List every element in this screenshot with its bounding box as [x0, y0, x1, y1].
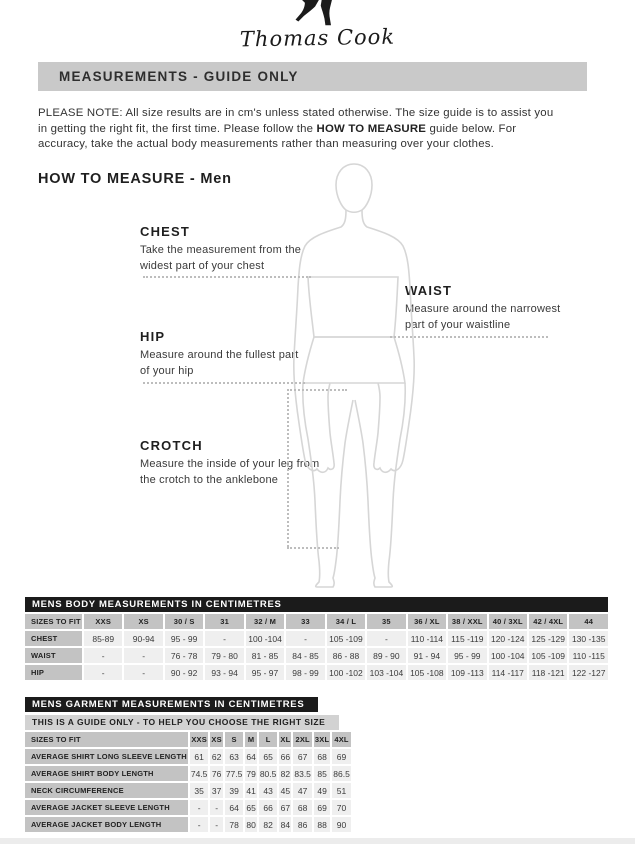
measure-crotch-title: CROTCH	[140, 438, 203, 453]
cell-value: 114 -117	[489, 665, 527, 680]
cell-value: 85-89	[84, 631, 122, 646]
cell-value: -	[210, 800, 222, 815]
cell-value: 61	[190, 749, 209, 764]
cell-value: 84 - 85	[286, 648, 324, 663]
cell-value: -	[190, 817, 209, 832]
cell-value: 95 - 99	[448, 648, 486, 663]
cell-value: 130 -135	[569, 631, 608, 646]
row-label: WAIST	[25, 648, 82, 663]
cell-value: 86 - 88	[327, 648, 365, 663]
cell-value: 86.5	[332, 766, 351, 781]
cell-value: 100 -104	[489, 648, 527, 663]
cell-value: 122 -127	[569, 665, 608, 680]
cell-value: 43	[259, 783, 278, 798]
size-column-header: XS	[124, 614, 162, 629]
cell-value: -	[190, 800, 209, 815]
cell-value: 77.5	[225, 766, 244, 781]
cell-value: 115 -119	[448, 631, 486, 646]
row-label: CHEST	[25, 631, 82, 646]
cell-value: 67	[279, 800, 291, 815]
size-column-header: XXS	[84, 614, 122, 629]
cell-value: 91 - 94	[408, 648, 446, 663]
note-paragraph	[38, 106, 565, 153]
cell-value: 85	[314, 766, 330, 781]
cell-value: 86	[293, 817, 312, 832]
brand-horse-legs-icon	[295, 0, 339, 28]
cell-value: 65	[245, 800, 256, 815]
hip-guide-line	[143, 382, 305, 384]
cell-value: 79 - 80	[205, 648, 243, 663]
measure-chest-desc: Take the measurement from the widest part of your chest	[140, 244, 302, 272]
cell-value: 89 - 90	[367, 648, 405, 663]
brand-logo-script: Thomas Cook	[239, 24, 396, 52]
cell-value: 90-94	[124, 631, 162, 646]
size-column-header: 42 / 4XL	[529, 614, 567, 629]
cell-value: 90	[332, 817, 351, 832]
cell-value: 69	[314, 800, 330, 815]
note-text-before: All size results are in cm's unless stated otherwise. The size guide is to assist you in getting the right fit, the first time. Please follow the	[38, 107, 554, 135]
note-label: PLEASE NOTE:	[38, 107, 123, 119]
size-column-header: 38 / XXL	[448, 614, 486, 629]
table-row	[25, 665, 608, 680]
size-column-header: 4XL	[332, 732, 351, 747]
size-column-header: 44	[569, 614, 608, 629]
body-measurements-table	[25, 597, 608, 682]
cell-value: 39	[225, 783, 244, 798]
cell-value: -	[124, 665, 162, 680]
cell-value: -	[210, 817, 222, 832]
cell-value: -	[124, 648, 162, 663]
cell-value: 125 -129	[529, 631, 567, 646]
cell-value: 110 -115	[569, 648, 608, 663]
row-label: HIP	[25, 665, 82, 680]
cell-value: 105 -109	[529, 648, 567, 663]
measure-waist-title: WAIST	[405, 283, 453, 298]
cell-value: 62	[210, 749, 222, 764]
crotch-guide-side-line	[287, 389, 289, 547]
page-bottom-strip	[0, 838, 635, 844]
size-column-header: 32 / M	[246, 614, 284, 629]
cell-value: 81 - 85	[246, 648, 284, 663]
table-row	[25, 766, 351, 781]
cell-value: 37	[210, 783, 222, 798]
sizes-to-fit-header: SIZES TO FIT	[25, 614, 82, 629]
cell-value: 103 -104	[367, 665, 405, 680]
male-body-diagram	[293, 163, 418, 588]
cell-value: 110 -114	[408, 631, 446, 646]
section-title-how-to-measure: HOW TO MEASURE - Men	[38, 171, 232, 187]
cell-value: 118 -121	[529, 665, 567, 680]
cell-value: 84	[279, 817, 291, 832]
size-column-header: 31	[205, 614, 243, 629]
cell-value: 90 - 92	[165, 665, 203, 680]
cell-value: 98 - 99	[286, 665, 324, 680]
cell-value: 70	[332, 800, 351, 815]
cell-value: 83.5	[293, 766, 312, 781]
size-column-header: 34 / L	[327, 614, 365, 629]
note-text-bold: HOW TO MEASURE	[316, 122, 427, 135]
cell-value: 100 -102	[327, 665, 365, 680]
cell-value: 78	[225, 817, 244, 832]
cell-value: 66	[279, 749, 291, 764]
cell-value: 100 -104	[246, 631, 284, 646]
cell-value: 41	[245, 783, 256, 798]
size-column-header: M	[245, 732, 256, 747]
size-column-header: 36 / XL	[408, 614, 446, 629]
size-column-header: XS	[210, 732, 222, 747]
table-header-row	[25, 732, 351, 747]
measure-waist-desc: Measure around the narrowest part of your waistline	[405, 303, 561, 331]
cell-value: 47	[293, 783, 312, 798]
cell-value: 76 - 78	[165, 648, 203, 663]
garment-table-subtitle: THIS IS A GUIDE ONLY - TO HELP YOU CHOOSE THE RIGHT SIZE	[25, 715, 339, 730]
row-label: AVERAGE SHIRT LONG SLEEVE LENGTH	[25, 749, 188, 764]
size-column-header: XL	[279, 732, 291, 747]
cell-value: 82	[279, 766, 291, 781]
cell-value: 109 -113	[448, 665, 486, 680]
crotch-guide-top-line	[287, 389, 347, 391]
waist-guide-line	[390, 336, 548, 338]
garment-table-grid	[23, 730, 490, 834]
cell-value: 88	[314, 817, 330, 832]
crotch-guide-bottom-line	[287, 547, 339, 549]
cell-value: 65	[259, 749, 278, 764]
size-column-header: 40 / 3XL	[489, 614, 527, 629]
size-column-header: S	[225, 732, 244, 747]
cell-value: 64	[225, 800, 244, 815]
cell-value: -	[205, 631, 243, 646]
row-label: AVERAGE JACKET BODY LENGTH	[25, 817, 188, 832]
cell-value: -	[367, 631, 405, 646]
body-table-title: MENS BODY MEASUREMENTS IN CENTIMETRES	[25, 597, 608, 612]
table-row	[25, 648, 608, 663]
cell-value: -	[286, 631, 324, 646]
table-header-row	[25, 614, 608, 629]
cell-value: 66	[259, 800, 278, 815]
note-text-after: guide below. For accuracy, take the actual body measurements rather than measuring over your clothes.	[38, 122, 517, 150]
cell-value: 79	[245, 766, 256, 781]
cell-value: -	[84, 648, 122, 663]
cell-value: 51	[332, 783, 351, 798]
cell-value: 69	[332, 749, 351, 764]
row-label: NECK CIRCUMFERENCE	[25, 783, 188, 798]
cell-value: 95 - 99	[165, 631, 203, 646]
cell-value: 68	[314, 749, 330, 764]
cell-value: 68	[293, 800, 312, 815]
table-row	[25, 783, 351, 798]
cell-value: 80.5	[259, 766, 278, 781]
cell-value: 105 -109	[327, 631, 365, 646]
body-table-grid	[23, 612, 610, 682]
table-row	[25, 800, 351, 815]
table-row	[25, 817, 351, 832]
table-row	[25, 631, 608, 646]
row-label: AVERAGE SHIRT BODY LENGTH	[25, 766, 188, 781]
chest-guide-line	[143, 276, 311, 278]
size-column-header: 30 / S	[165, 614, 203, 629]
cell-value: 80	[245, 817, 256, 832]
cell-value: 64	[245, 749, 256, 764]
size-column-header: 33	[286, 614, 324, 629]
garment-measurements-table	[25, 694, 488, 834]
page-title: MEASUREMENTS - GUIDE ONLY	[38, 62, 587, 91]
cell-value: 76	[210, 766, 222, 781]
garment-table-title: MENS GARMENT MEASUREMENTS IN CENTIMETRES	[25, 697, 318, 712]
row-label: AVERAGE JACKET SLEEVE LENGTH	[25, 800, 188, 815]
measure-crotch-desc: Measure the inside of your leg from the crotch to the anklebone	[140, 458, 320, 486]
size-column-header: 2XL	[293, 732, 312, 747]
cell-value: 63	[225, 749, 244, 764]
cell-value: 93 - 94	[205, 665, 243, 680]
size-column-header: L	[259, 732, 278, 747]
cell-value: 95 - 97	[246, 665, 284, 680]
size-column-header: 35	[367, 614, 405, 629]
cell-value: 35	[190, 783, 209, 798]
cell-value: 45	[279, 783, 291, 798]
cell-value: 67	[293, 749, 312, 764]
size-column-header: XXS	[190, 732, 209, 747]
cell-value: -	[84, 665, 122, 680]
cell-value: 105 -108	[408, 665, 446, 680]
cell-value: 49	[314, 783, 330, 798]
size-column-header: 3XL	[314, 732, 330, 747]
table-row	[25, 749, 351, 764]
cell-value: 74.5	[190, 766, 209, 781]
sizes-to-fit-header: SIZES TO FIT	[25, 732, 188, 747]
measure-hip-desc: Measure around the fullest part of your hip	[140, 349, 299, 377]
measure-chest-title: CHEST	[140, 224, 191, 239]
cell-value: 120 -124	[489, 631, 527, 646]
measure-hip-title: HIP	[140, 329, 166, 344]
cell-value: 82	[259, 817, 278, 832]
